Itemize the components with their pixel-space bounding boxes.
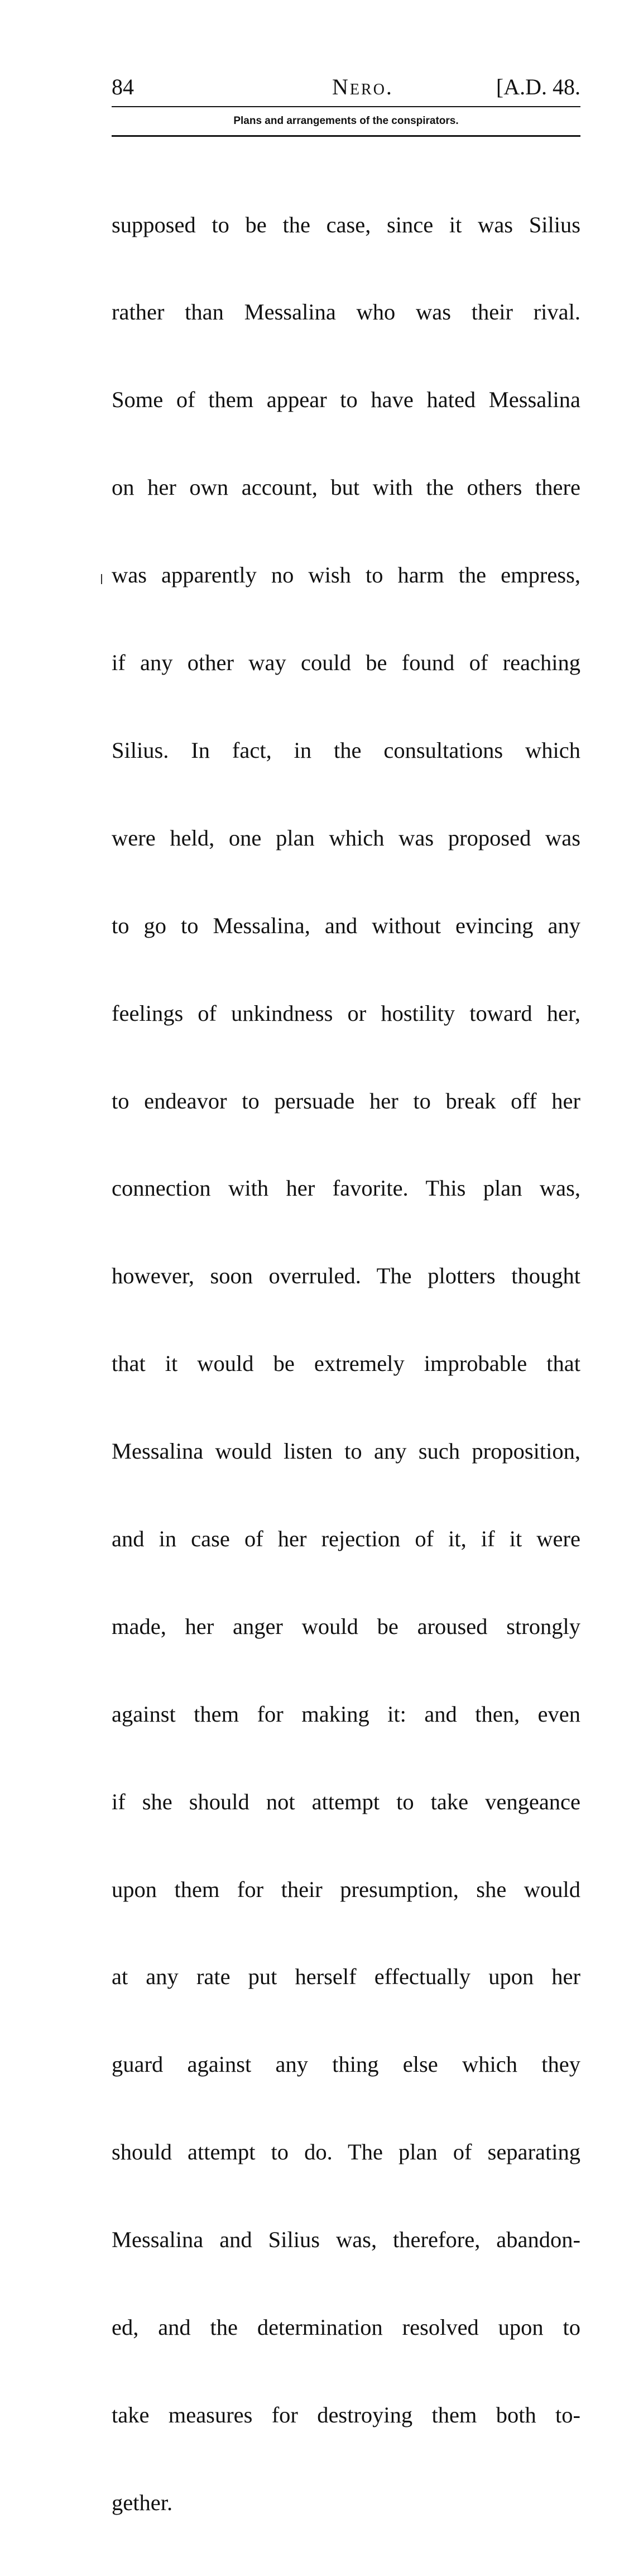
text-line: feelings of unkindness or hostility toward her, bbox=[112, 1000, 580, 1026]
header-rule-bottom bbox=[112, 135, 580, 137]
running-title: Nero. bbox=[332, 74, 393, 99]
text-line: if any other way could be found of reaching bbox=[112, 650, 580, 676]
text-line: against them for making it: and then, even bbox=[112, 1701, 580, 1727]
section-subheading: Plans and arrangements of the conspirators. bbox=[233, 115, 459, 127]
text-line: connection with her favorite. This plan was, bbox=[112, 1175, 580, 1201]
text-line: gether. bbox=[112, 2489, 173, 2515]
text-line: to endeavor to persuade her to break off her bbox=[112, 1088, 580, 1113]
page-number: 84 bbox=[112, 74, 134, 99]
date-heading: [A.D. 48. bbox=[496, 74, 580, 99]
body-text bbox=[112, 152, 580, 2576]
margin-mark bbox=[101, 574, 102, 584]
text-line: guard against any thing else which they bbox=[112, 2052, 580, 2077]
text-line: Messalina and Silius was, therefore, abandon- bbox=[112, 2227, 580, 2253]
text-line: supposed to be the case, since it was Silius bbox=[112, 212, 580, 237]
text-line: made, her anger would be aroused strongly bbox=[112, 1613, 580, 1639]
text-line: on her own account, but with the others there bbox=[112, 475, 580, 500]
text-line: if she should not attempt to take vengeance bbox=[112, 1789, 580, 1814]
text-line: take measures for destroying them both to- bbox=[112, 2402, 580, 2427]
text-line: should attempt to do. The plan of separating bbox=[112, 2139, 580, 2165]
header-rule-top bbox=[112, 106, 580, 107]
text-line: rather than Messalina who was their rival. bbox=[112, 299, 580, 325]
text-line: that it would be extremely improbable that bbox=[112, 1351, 580, 1377]
text-line: Silius. In fact, in the consultations which bbox=[112, 737, 580, 763]
text-line: to go to Messalina, and without evincing any bbox=[112, 912, 580, 938]
text-line: was apparently no wish to harm the empress, bbox=[112, 562, 580, 588]
text-line: ed, and the determination resolved upon to bbox=[112, 2314, 580, 2340]
text-line: and in case of her rejection of it, if it were bbox=[112, 1526, 580, 1551]
text-line: Some of them appear to have hated Messalina bbox=[112, 387, 580, 413]
text-line: at any rate put herself effectually upon her bbox=[112, 1964, 580, 1990]
page-header bbox=[112, 71, 580, 103]
text-line: upon them for their presumption, she would bbox=[112, 1876, 580, 1902]
text-line: were held, one plan which was proposed was bbox=[112, 825, 580, 850]
text-line: however, soon overruled. The plotters thought bbox=[112, 1263, 580, 1289]
text-line: Messalina would listen to any such proposition, bbox=[112, 1438, 580, 1464]
